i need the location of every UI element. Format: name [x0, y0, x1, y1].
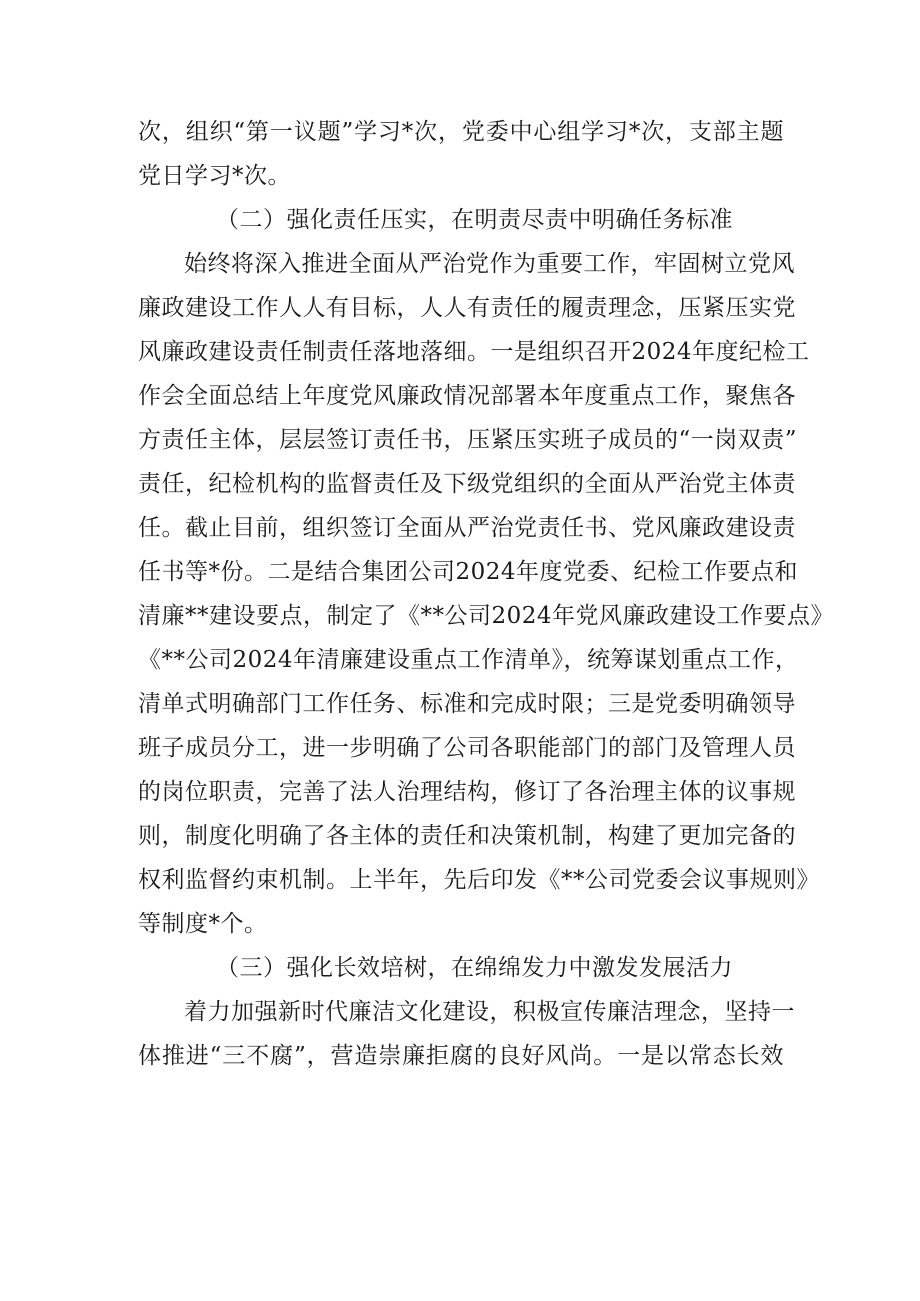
paragraph-line: 《**公司2024年清廉建设重点工作清单》，统筹谋划重点工作， — [138, 647, 799, 673]
paragraph-line: 体推进“三不腐”，营造崇廉拒腐的良好风尚。一是以常态长效 — [138, 1043, 784, 1069]
paragraph-line: 任。截止目前，组织签订全面从严治党责任书、党风廉政建设责 — [138, 515, 796, 541]
paragraph-line: 作会全面总结上年度党风廉政情况部署本年度重点工作，聚焦各 — [138, 383, 796, 409]
paragraph-line: 任书等*份。二是结合集团公司2024年度党委、纪检工作要点和 — [138, 559, 799, 585]
paragraph-line: 方责任主体，层层签订责任书，压紧压实班子成员的“一岗双责” — [138, 427, 798, 453]
document-body — [138, 110, 835, 1078]
paragraph-line: 等制度*个。 — [138, 911, 268, 937]
paragraph-line: 清单式明确部门工作任务、标准和完成时限；三是党委明确领导 — [138, 691, 796, 717]
paragraph-line: 风廉政建设责任制责任落地落细。一是组织召开2024年度纪检工 — [138, 339, 810, 365]
paragraph-line: 班子成员分工，进一步明确了公司各职能部门的部门及管理人员 — [138, 735, 796, 761]
paragraph-line: 党日学习*次。 — [138, 163, 291, 189]
paragraph-line: 次，组织“第一议题”学习*次，党委中心组学习*次，支部主题 — [138, 119, 784, 145]
paragraph-line: 廉政建设工作人人有目标，人人有责任的履责理念，压紧压实党 — [138, 295, 796, 321]
section-heading: （三）强化长效培树，在绵绵发力中激发发展活力 — [216, 955, 733, 981]
paragraph-line: 着力加强新时代廉洁文化建设，积极宣传廉洁理念，坚持一 — [184, 999, 795, 1025]
paragraph-line: 始终将深入推进全面从严治党作为重要工作，牢固树立党风 — [184, 251, 795, 277]
paragraph-line: 则，制度化明确了各主体的责任和决策机制，构建了更加完备的 — [138, 823, 796, 849]
paragraph-line: 清廉**建设要点，制定了《**公司2024年党风廉政建设工作要点》 — [138, 603, 835, 629]
section-heading: （二）强化责任压实，在明责尽责中明确任务标准 — [216, 207, 733, 233]
paragraph-line: 的岗位职责，完善了法人治理结构，修订了各治理主体的议事规 — [138, 779, 796, 805]
paragraph-line: 权利监督约束机制。上半年，先后印发《**公司党委会议事规则》 — [138, 867, 820, 893]
paragraph-line: 责任，纪检机构的监督责任及下级党组织的全面从严治党主体责 — [138, 471, 796, 497]
